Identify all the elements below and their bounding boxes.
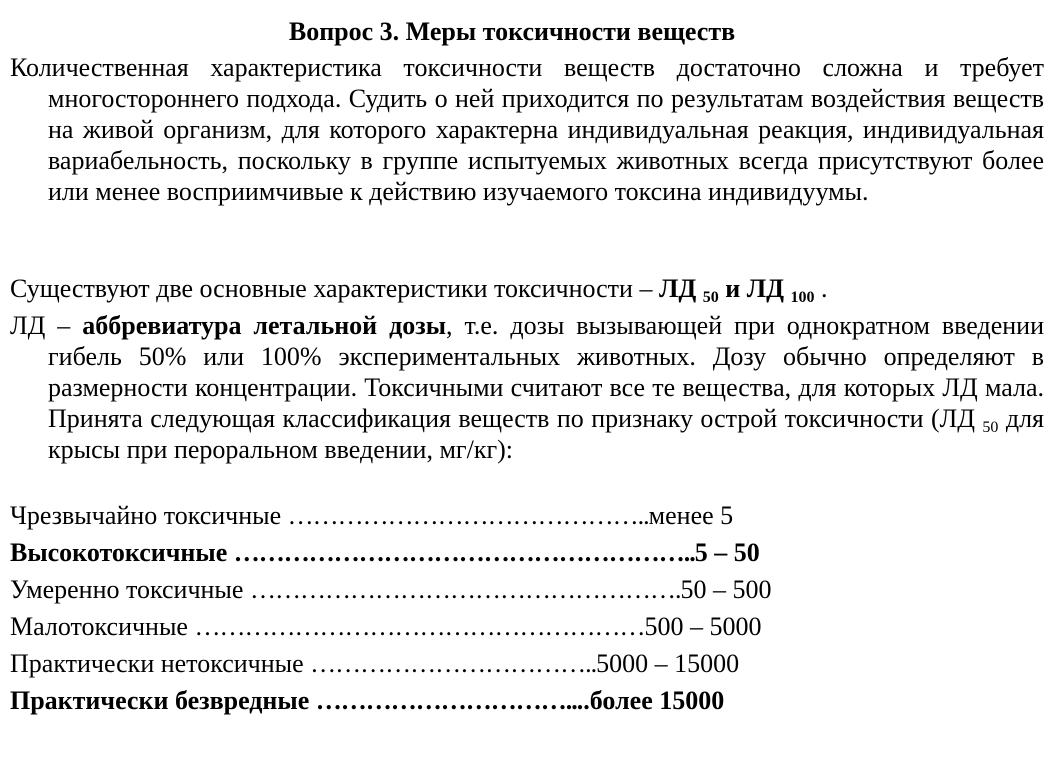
class-dots: …………………………………….. bbox=[287, 501, 649, 530]
classification-row bbox=[10, 648, 739, 680]
ld100-subscript: 100 bbox=[790, 289, 815, 306]
ld50-label: ЛД $_{50}$ bbox=[658, 274, 719, 306]
class-label: Малотоксичные bbox=[10, 612, 195, 641]
slide-title: Вопрос 3. Меры токсичности веществ bbox=[288, 17, 736, 46]
classification-row bbox=[10, 574, 771, 606]
class-value: ..более 15000 bbox=[576, 686, 725, 715]
ld100-label: ЛД $_{100}$ bbox=[746, 274, 815, 306]
paragraph-ld-text: Существуют две основные характеристики токсичности – bbox=[10, 274, 659, 303]
class-dots: ……………………………………………. bbox=[249, 575, 681, 604]
class-label: Практически безвредные bbox=[10, 686, 316, 715]
class-dots: ……………………………………………… bbox=[194, 612, 645, 641]
class-label: Чрезвычайно токсичные bbox=[10, 501, 288, 530]
ld-def-end: для крысы при пероральном введении, мг/кг): bbox=[48, 404, 1044, 464]
class-dots: …………………………….. bbox=[310, 649, 597, 678]
paragraph-intro: Количественная характеристика токсичности веществ достаточно сложна и требует многостороннего подхода. Судить о ней приходится по результатам воздействия веществ на живой организм, для которого характерна индивидуальная реакция, индивидуальная вариабельность, поскольку в группе испытуемых животных всегда присутствуют более или менее восприимчивые к действию изучаемого токсина индивидуумы. bbox=[10, 53, 1044, 206]
class-dots: ……………………………………………….. bbox=[233, 538, 695, 567]
paragraph-ld-definition bbox=[10, 310, 1044, 465]
classification-row bbox=[10, 685, 724, 717]
ld-def-bold-term: аббревиатура летальной дозы bbox=[82, 311, 447, 340]
classification-row bbox=[10, 500, 733, 532]
ld-def-middle: , т.е. дозы вызывающей при однократном введении гибель 50% или 100% экспериментальных животных. Дозу обычно определяют в размерности концентрации. Токсичными считают все те вещества, для которых ЛД мала. Принята следующая классификация веществ по признаку острой токсичности (ЛД bbox=[48, 311, 1044, 433]
classification-row bbox=[10, 537, 760, 569]
class-label: Умеренно токсичные bbox=[10, 575, 250, 604]
class-value: 5 – 50 bbox=[694, 538, 760, 567]
ld-def-start: ЛД – bbox=[10, 311, 83, 340]
ld-def-subscript: 50 bbox=[982, 419, 999, 436]
class-value: 5000 – 15000 bbox=[596, 649, 740, 678]
class-value: 50 – 500 bbox=[680, 575, 772, 604]
class-dots: ………………………….. bbox=[315, 686, 577, 715]
paragraph-ld-end: . bbox=[814, 274, 828, 303]
class-value: менее 5 bbox=[648, 501, 734, 530]
and-text: и bbox=[718, 274, 747, 303]
classification-row bbox=[10, 611, 761, 643]
class-value: 500 – 5000 bbox=[644, 612, 762, 641]
ld50-subscript: 50 bbox=[702, 289, 719, 306]
class-label: Практически нетоксичные bbox=[10, 649, 311, 678]
paragraph-ld-characteristics bbox=[10, 273, 1006, 304]
class-label: Высокотоксичные bbox=[10, 538, 234, 567]
